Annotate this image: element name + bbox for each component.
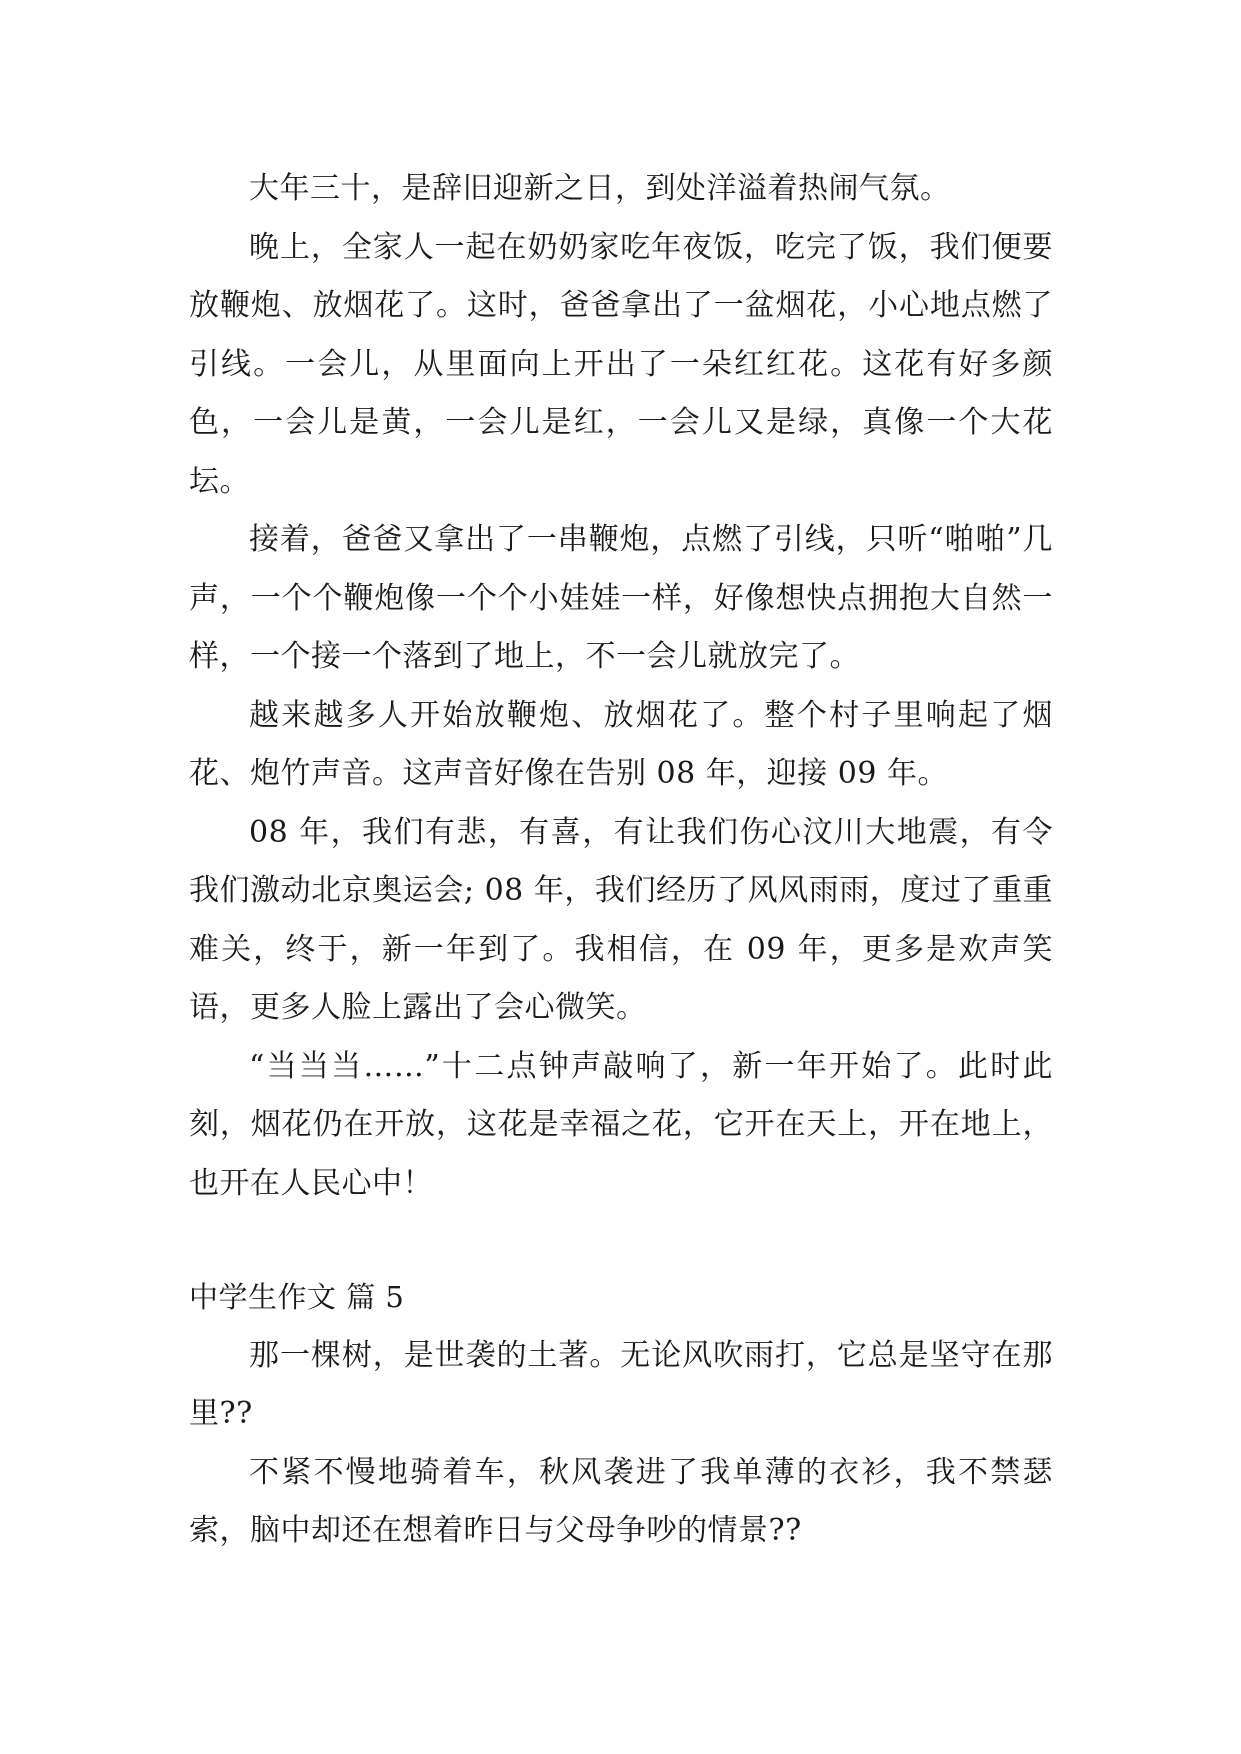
paragraph: 接着，爸爸又拿出了一串鞭炮，点燃了引线，只听“啪啪”几声，一个个鞭炮像一个个小娃娃一样，好像想快点拥抱大自然一样，一个接一个落到了地上，不一会儿就放完了。: [189, 522, 1053, 674]
paragraph: 08 年，我们有悲，有喜，有让我们伤心汶川大地震，有令我们激动北京奥运会; 08 年，我们经历了风风雨雨，度过了重重难关，终于，新一年到了。我相信，在 09 年，更多是欢声笑语，更多人脸上露出了会心微笑。: [189, 814, 1053, 1025]
paragraph: 大年三十，是辞旧迎新之日，到处洋溢着热闹气氛。: [249, 171, 951, 206]
paragraph: 不紧不慢地骑着车，秋风袭进了我单薄的衣衫，我不禁瑟索，脑中却还在想着昨日与父母争吵的情景??: [189, 1454, 1053, 1548]
paragraph: 晚上，全家人一起在奶奶家吃年夜饭，吃完了饭，我们便要放鞭炮、放烟花了。这时，爸爸拿出了一盆烟花，小心地点燃了引线。一会儿，从里面向上开出了一朵红红花。这花有好多颜色，一会儿是黄，一会儿是红，一会儿又是绿，真像一个大花坛。: [189, 229, 1053, 499]
paragraph: 越来越多人开始放鞭炮、放烟花了。整个村子里响起了烟花、炮竹声音。这声音好像在告别 08 年，迎接 09 年。: [189, 697, 1053, 791]
document-page: [189, 160, 1053, 1561]
paragraph: “当当当……”十二点钟声敲响了，新一年开始了。此时此刻，烟花仍在开放，这花是幸福之花，它开在天上，开在地上，也开在人民心中！: [189, 1048, 1053, 1201]
paragraph: 那一棵树，是世袭的土著。无论风吹雨打，它总是坚守在那里??: [189, 1337, 1053, 1431]
section-title: 中学生作文 篇 5: [189, 1280, 405, 1314]
